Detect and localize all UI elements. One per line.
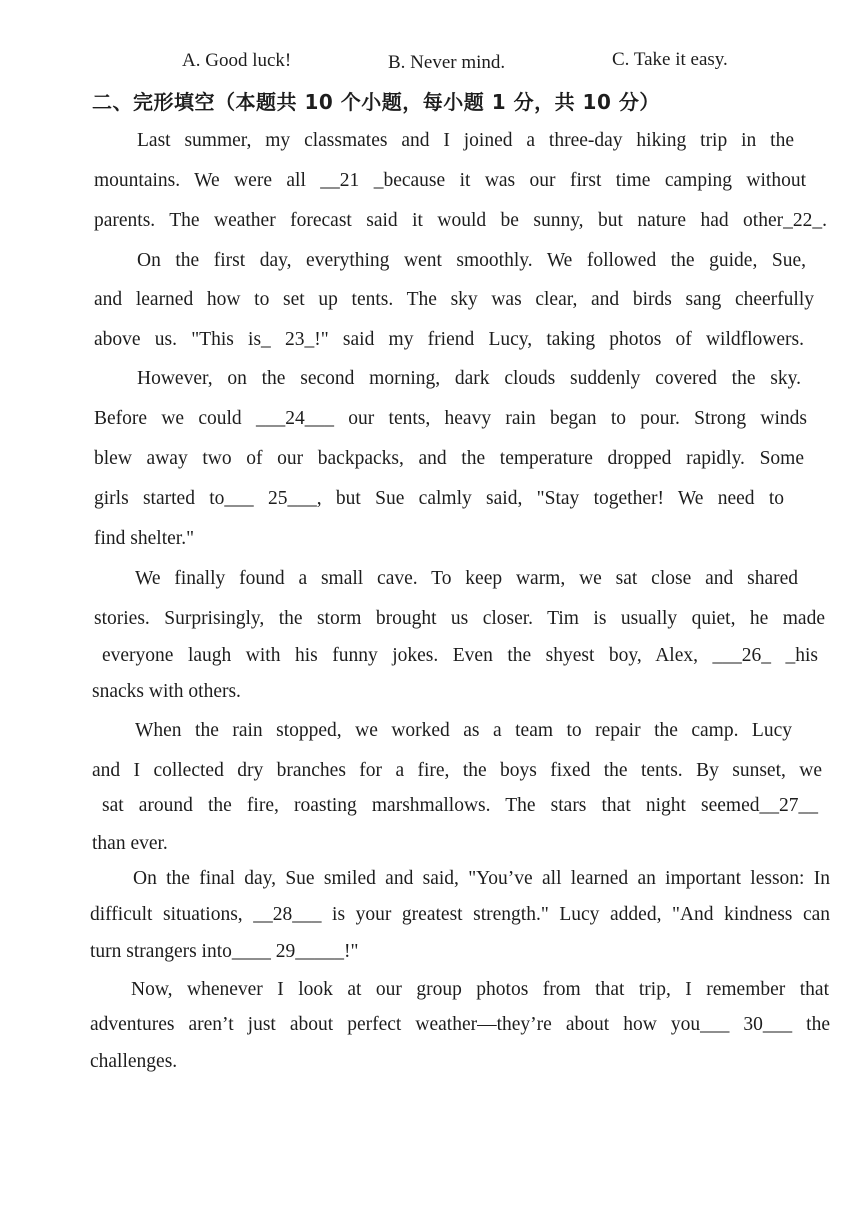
passage-line: On the first day, everything went smoothly. We followed the guide, Sue,: [137, 250, 806, 271]
passage-line: sat around the fire, roasting marshmallows. The stars that night seemed__27__: [102, 795, 818, 816]
passage-line: find shelter.": [94, 528, 195, 549]
passage-line: snacks with others.: [92, 681, 241, 702]
section-heading: 二、完形填空（本题共 10 个小题，每小题 1 分，共 10 分）: [92, 90, 660, 114]
passage-line: everyone laugh with his funny jokes. Even the shyest boy, Alex, ___26_ _his: [102, 645, 818, 666]
passage-line: turn strangers into____ 29_____!": [90, 941, 359, 962]
passage-line: On the final day, Sue smiled and said, "You’ve all learned an important lesson: In: [133, 868, 830, 889]
passage-line: challenges.: [90, 1051, 178, 1072]
passage-line: and I collected dry branches for a fire, the boys fixed the tents. By sunset, we: [92, 760, 822, 781]
passage-line: and learned how to set up tents. The sky was clear, and birds sang cheerfully: [94, 289, 814, 310]
passage-line: stories. Surprisingly, the storm brought us closer. Tim is usually quiet, he made: [94, 608, 825, 629]
option-a: A. Good luck!: [182, 50, 292, 71]
option-b: B. Never mind.: [388, 52, 506, 73]
passage-line: mountains. We were all __21 _because it was our first time camping without: [94, 170, 806, 191]
passage-line: When the rain stopped, we worked as a team to repair the camp. Lucy: [135, 720, 792, 741]
passage-line: than ever.: [92, 833, 168, 854]
option-c: C. Take it easy.: [612, 49, 728, 70]
passage-line: We finally found a small cave. To keep warm, we sat close and shared: [135, 568, 798, 589]
passage-line: parents. The weather forecast said it would be sunny, but nature had other_22_.: [94, 210, 827, 231]
passage-line: However, on the second morning, dark clouds suddenly covered the sky.: [137, 368, 801, 389]
passage-line: blew away two of our backpacks, and the temperature dropped rapidly. Some: [94, 448, 804, 469]
passage-line: girls started to___ 25___, but Sue calmly said, "Stay together! We need to: [94, 488, 784, 509]
passage-line: Now, whenever I look at our group photos from that trip, I remember that: [131, 979, 829, 1000]
passage-line: adventures aren’t just about perfect weather—they’re about how you___ 30___ the: [90, 1014, 830, 1035]
passage-line: difficult situations, __28___ is your greatest strength." Lucy added, "And kindness can: [90, 904, 830, 925]
passage-line: Last summer, my classmates and I joined a three-day hiking trip in the: [137, 130, 794, 151]
passage-line: Before we could ___24___ our tents, heavy rain began to pour. Strong winds: [94, 408, 807, 429]
passage-line: above us. "This is_ 23_!" said my friend Lucy, taking photos of wildflowers.: [94, 329, 804, 350]
